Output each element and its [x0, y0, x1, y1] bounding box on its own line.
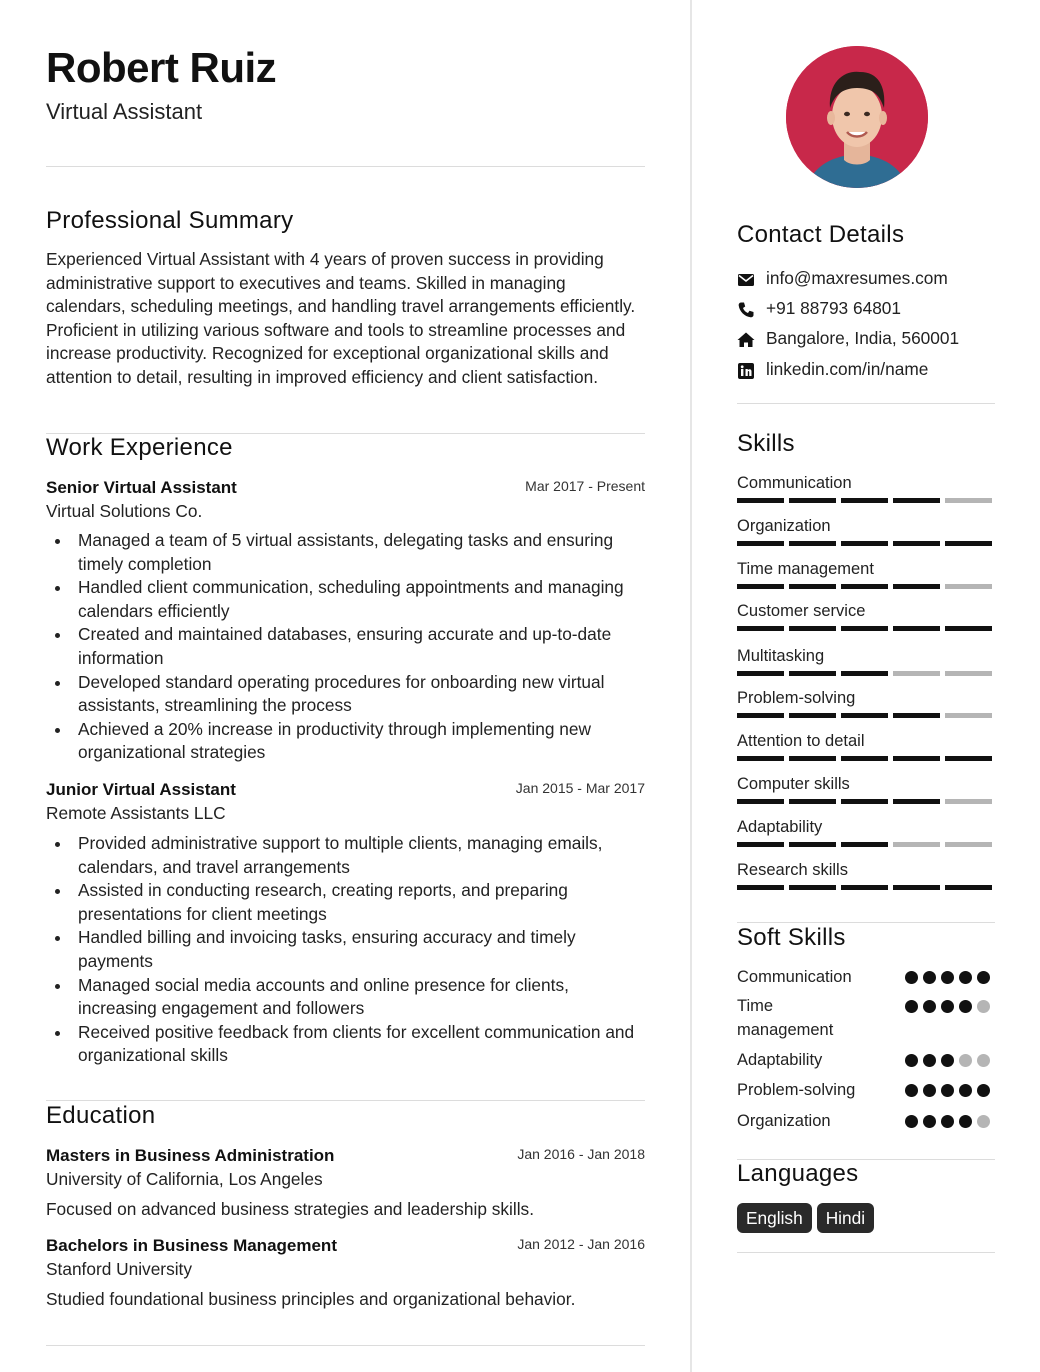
degree-title: Masters in Business Administration — [46, 1146, 335, 1165]
skill-level-segment — [945, 799, 992, 804]
job-bullet: Received positive feedback from clients for excellent communication and organizational skills — [78, 1021, 645, 1068]
skill-level-segment — [737, 671, 784, 676]
summary-text: Experienced Virtual Assistant with 4 years of proven success in providing administrative support to executives and teams. Skilled in managing calendars, scheduling meetings, and handling travel arrangements efficiently. Proficient in utilizing various software and tools to streamline processes and increase productivity. Recognized for exceptional organizational skills and attention to detail, resulting in improved efficiency and client satisfaction. — [46, 249, 636, 387]
skill-level-bar — [737, 842, 993, 847]
contact-heading: Contact Details — [737, 221, 905, 248]
skill-level-segment — [893, 626, 940, 631]
job-bullet: Created and maintained databases, ensuring accurate and up-to-date information — [78, 623, 645, 670]
rating-dot — [905, 971, 918, 984]
skill-name: Adaptability — [737, 818, 823, 836]
skill-level-bar — [737, 799, 993, 804]
skill-level-segment — [789, 541, 836, 546]
skill-level-bar — [737, 885, 993, 890]
rating-dot — [923, 971, 936, 984]
job-company: Virtual Solutions Co. — [46, 501, 203, 521]
soft-skill-item — [737, 1049, 995, 1073]
contact-email-text: info@maxresumes.com — [766, 268, 948, 288]
skill-item — [737, 818, 995, 860]
degree-title: Bachelors in Business Management — [46, 1236, 337, 1255]
skill-level-segment — [841, 541, 888, 546]
candidate-title: Virtual Assistant — [46, 99, 203, 124]
soft-skill-name: Communication — [737, 968, 852, 986]
skill-item — [737, 602, 995, 644]
summary-heading: Professional Summary — [46, 207, 294, 234]
rating-dot — [959, 1084, 972, 1097]
skill-level-segment — [841, 756, 888, 761]
column-divider — [690, 0, 692, 1372]
languages-divider — [737, 1252, 995, 1253]
skill-name: Organization — [737, 517, 831, 535]
rating-dot — [905, 1115, 918, 1128]
rating-dot — [941, 1000, 954, 1013]
job-bullet: Managed social media accounts and online presence for clients, increasing engagement and followers — [78, 974, 645, 1021]
rating-dot — [923, 1000, 936, 1013]
job-bullet: Achieved a 20% increase in productivity through implementing new organizational strategies — [78, 718, 645, 765]
rating-dot — [977, 971, 990, 984]
skill-level-segment — [893, 498, 940, 503]
skill-level-segment — [737, 885, 784, 890]
skill-level-segment — [945, 885, 992, 890]
job-bullets — [78, 529, 645, 765]
rating-dot — [959, 1054, 972, 1067]
job-date: Mar 2017 - Present — [525, 478, 645, 494]
skill-level-segment — [893, 885, 940, 890]
rating-dot — [941, 1115, 954, 1128]
skill-level-segment — [945, 541, 992, 546]
skill-name: Research skills — [737, 861, 848, 879]
contact-divider — [737, 403, 995, 404]
skill-level-segment — [789, 584, 836, 589]
rating-dot — [941, 971, 954, 984]
skill-item — [737, 517, 995, 559]
skill-level-segment — [945, 842, 992, 847]
education-desc: Studied foundational business principles and organizational behavior. — [46, 1289, 576, 1309]
rating-dot — [959, 1000, 972, 1013]
skill-level-segment — [893, 713, 940, 718]
rating-dot — [959, 971, 972, 984]
soft-skill-rating — [905, 971, 995, 985]
skill-level-segment — [789, 842, 836, 847]
rating-dot — [923, 1084, 936, 1097]
languages-list — [737, 1203, 879, 1233]
soft-skill-rating — [905, 1054, 995, 1068]
skill-level-segment — [789, 713, 836, 718]
rating-dot — [905, 1054, 918, 1067]
soft-skills-heading: Soft Skills — [737, 924, 846, 951]
skill-item — [737, 775, 995, 817]
skill-level-segment — [893, 541, 940, 546]
job-bullet: Handled client communication, scheduling appointments and managing calendars efficiently — [78, 576, 645, 623]
contact-linkedin[interactable] — [737, 359, 995, 383]
soft-skill-item — [737, 966, 995, 990]
skill-level-segment — [737, 626, 784, 631]
skills-divider — [737, 922, 995, 923]
skill-level-segment — [789, 756, 836, 761]
skill-level-segment — [893, 842, 940, 847]
school-name: Stanford University — [46, 1259, 192, 1279]
skill-level-segment — [945, 671, 992, 676]
skill-item — [737, 560, 995, 602]
skill-level-segment — [893, 584, 940, 589]
skill-level-bar — [737, 756, 993, 761]
skill-level-bar — [737, 713, 993, 718]
skill-level-segment — [893, 671, 940, 676]
soft-skill-name: Problem-solving — [737, 1081, 856, 1099]
skill-level-segment — [737, 498, 784, 503]
skill-level-segment — [737, 799, 784, 804]
skill-level-bar — [737, 626, 993, 631]
rating-dot — [941, 1084, 954, 1097]
skill-level-segment — [841, 626, 888, 631]
soft-skill-item — [737, 1079, 995, 1103]
job-bullet: Provided administrative support to multiple clients, managing emails, calendars, and travel arrangements — [78, 832, 645, 879]
skill-level-segment — [945, 756, 992, 761]
rating-dot — [923, 1115, 936, 1128]
skill-level-segment — [893, 756, 940, 761]
skill-level-segment — [945, 498, 992, 503]
skill-level-segment — [945, 713, 992, 718]
skill-name: Computer skills — [737, 775, 850, 793]
education-heading: Education — [46, 1102, 156, 1129]
rating-dot — [977, 1084, 990, 1097]
skill-level-segment — [789, 671, 836, 676]
skill-item — [737, 474, 995, 516]
job-bullet: Assisted in conducting research, creating reports, and preparing presentations for client meetings — [78, 879, 645, 926]
skill-item — [737, 647, 995, 689]
job-company: Remote Assistants LLC — [46, 803, 226, 823]
candidate-name: Robert Ruiz — [46, 44, 277, 91]
soft-skill-rating — [905, 1115, 995, 1129]
soft-skill-rating — [905, 1000, 995, 1014]
education-date: Jan 2012 - Jan 2016 — [517, 1236, 645, 1252]
soft-skill-name: Time management — [737, 997, 834, 1039]
skill-item — [737, 732, 995, 774]
skill-level-segment — [841, 885, 888, 890]
skill-level-segment — [945, 626, 992, 631]
skill-level-segment — [945, 584, 992, 589]
rating-dot — [977, 1115, 990, 1128]
contact-phone-text: +91 88793 64801 — [766, 298, 902, 318]
job-title: Senior Virtual Assistant — [46, 478, 237, 497]
phone-icon — [737, 301, 755, 319]
skill-level-segment — [841, 671, 888, 676]
language-badge: Hindi — [817, 1203, 874, 1233]
skills-heading: Skills — [737, 430, 795, 457]
footer-divider — [46, 1345, 645, 1346]
skill-name: Attention to detail — [737, 732, 865, 750]
skill-name: Problem-solving — [737, 689, 856, 707]
education-date: Jan 2016 - Jan 2018 — [517, 1146, 645, 1162]
header-divider — [46, 166, 645, 167]
soft-skill-rating — [905, 1084, 995, 1098]
soft-skill-name: Adaptability — [737, 1051, 823, 1069]
skill-level-segment — [789, 498, 836, 503]
contact-linkedin-text: linkedin.com/in/name — [766, 359, 929, 379]
envelope-icon — [737, 271, 755, 289]
skill-level-segment — [893, 799, 940, 804]
school-name: University of California, Los Angeles — [46, 1169, 323, 1189]
skill-level-bar — [737, 541, 993, 546]
rating-dot — [977, 1000, 990, 1013]
job-bullets — [78, 832, 645, 1068]
skill-name: Time management — [737, 560, 874, 578]
skill-level-segment — [841, 584, 888, 589]
rating-dot — [959, 1115, 972, 1128]
skill-level-segment — [737, 756, 784, 761]
skill-name: Customer service — [737, 602, 866, 620]
skill-level-segment — [841, 498, 888, 503]
experience-heading: Work Experience — [46, 434, 233, 461]
contact-email[interactable] — [737, 268, 995, 292]
contact-phone[interactable] — [737, 298, 995, 322]
skill-level-segment — [841, 842, 888, 847]
rating-dot — [905, 1000, 918, 1013]
skill-item — [737, 689, 995, 731]
profile-photo — [786, 46, 928, 188]
contact-address — [737, 328, 995, 352]
language-badge: English — [737, 1203, 812, 1233]
skill-level-segment — [737, 713, 784, 718]
job-bullet: Managed a team of 5 virtual assistants, delegating tasks and ensuring timely completion — [78, 529, 645, 576]
job-bullet: Developed standard operating procedures for onboarding new virtual assistants, streamlining the process — [78, 671, 645, 718]
skill-level-bar — [737, 671, 993, 676]
experience-divider — [46, 1100, 645, 1101]
avatar-portrait — [786, 46, 928, 188]
rating-dot — [905, 1084, 918, 1097]
rating-dot — [941, 1054, 954, 1067]
skill-level-segment — [789, 626, 836, 631]
languages-heading: Languages — [737, 1160, 859, 1187]
skill-level-segment — [737, 541, 784, 546]
soft-skill-item — [737, 995, 995, 1043]
rating-dot — [923, 1054, 936, 1067]
home-icon — [737, 331, 755, 349]
job-bullet: Handled billing and invoicing tasks, ensuring accuracy and timely payments — [78, 926, 645, 973]
skill-level-segment — [841, 713, 888, 718]
skill-level-segment — [737, 842, 784, 847]
skill-level-bar — [737, 584, 993, 589]
skill-level-segment — [789, 885, 836, 890]
rating-dot — [977, 1054, 990, 1067]
job-date: Jan 2015 - Mar 2017 — [515, 780, 645, 796]
skill-item — [737, 861, 995, 903]
linkedin-icon — [737, 362, 755, 380]
skill-name: Communication — [737, 474, 852, 492]
soft-skill-name: Organization — [737, 1112, 831, 1130]
job-title: Junior Virtual Assistant — [46, 780, 236, 799]
contact-address-text: Bangalore, India, 560001 — [766, 328, 960, 348]
skill-level-segment — [737, 584, 784, 589]
skill-level-bar — [737, 498, 993, 503]
skill-level-segment — [841, 799, 888, 804]
education-desc: Focused on advanced business strategies and leadership skills. — [46, 1199, 535, 1219]
skill-level-segment — [789, 799, 836, 804]
skill-name: Multitasking — [737, 647, 825, 665]
soft-skill-item — [737, 1110, 995, 1134]
